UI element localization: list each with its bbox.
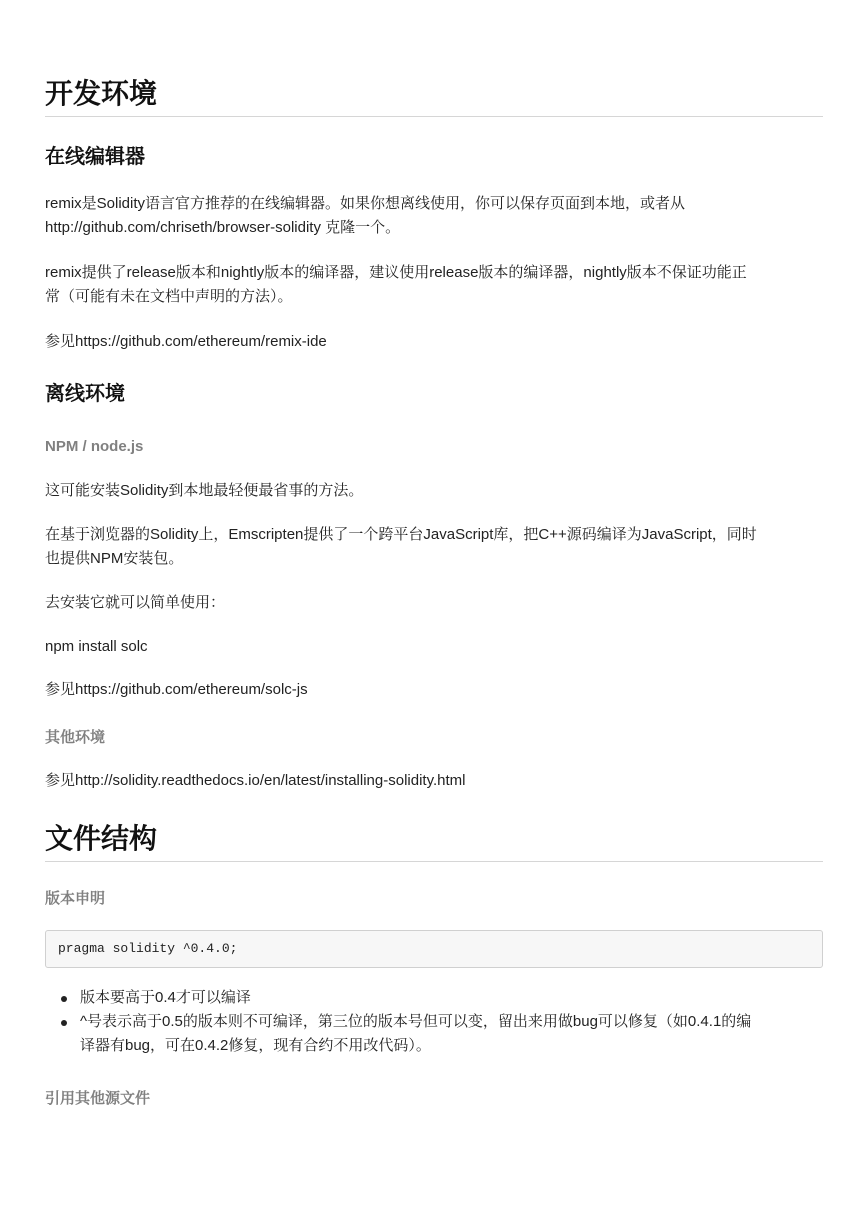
list-item-continuation bbox=[45, 1034, 823, 1058]
paragraph-install-simple: 去安装它就可以简单使用： bbox=[45, 594, 226, 611]
bullet-icon bbox=[61, 1020, 67, 1026]
heading-npm: NPM / node.js bbox=[45, 438, 144, 455]
paragraph-line: remix提供了release版本和nightly版本的编译器，建议使用release版本的编译器，nightly版本不保证功能正 bbox=[45, 264, 747, 281]
heading-other-env: 其他环境 bbox=[45, 729, 106, 746]
paragraph-npm-easiest: 这可能安装Solidity到本地最轻便最省事的方法。 bbox=[45, 482, 364, 499]
paragraph-remix-versions bbox=[45, 261, 823, 309]
bullet-icon bbox=[61, 996, 67, 1002]
heading-online-editor: 在线编辑器 bbox=[45, 146, 145, 168]
heading-file-structure: 文件结构 bbox=[45, 821, 823, 862]
heading-version-declaration: 版本申明 bbox=[45, 890, 106, 907]
paragraph-remix-link: 参见https://github.com/ethereum/remix-ide bbox=[45, 333, 327, 350]
code-block bbox=[45, 930, 823, 968]
heading-dev-env: 开发环境 bbox=[45, 76, 823, 117]
paragraph-solcjs-link: 参见https://github.com/ethereum/solc-js bbox=[45, 681, 308, 698]
heading-offline-env: 离线环境 bbox=[45, 383, 125, 405]
paragraph-line: 在基于浏览器的Solidity上，Emscripten提供了一个跨平台JavaScript库，把C++源码编译为JavaScript，同时 bbox=[45, 526, 757, 543]
paragraph-line: 常（可能有未在文档中声明的方法）。 bbox=[45, 288, 293, 305]
paragraph-line: remix是Solidity语言官方推荐的在线编辑器。如果你想离线使用，你可以保存页面到本地，或者从 bbox=[45, 195, 686, 212]
list-item-text: 译器有bug，可在0.4.2修复，现有合约不用改代码）。 bbox=[80, 1037, 431, 1054]
list-item-text: 版本要高于0.4才可以编译 bbox=[80, 989, 251, 1006]
paragraph-emscripten bbox=[45, 523, 823, 571]
paragraph-readthedocs-link: 参见http://solidity.readthedocs.io/en/latest/installing-solidity.html bbox=[45, 772, 466, 789]
heading-import-source: 引用其他源文件 bbox=[45, 1090, 151, 1107]
paragraph-line: http://github.com/chriseth/browser-solidity 克隆一个。 bbox=[45, 219, 401, 236]
list-item-text: ^号表示高于0.5的版本则不可编译，第三位的版本号但可以变，留出来用做bug可以修复（如0.4.1的编 bbox=[80, 1013, 752, 1030]
version-bullet-list bbox=[45, 986, 823, 1058]
paragraph-npm-command: npm install solc bbox=[45, 638, 148, 655]
list-item bbox=[45, 986, 823, 1010]
paragraph-line: 也提供NPM安装包。 bbox=[45, 550, 184, 567]
code-pragma: pragma solidity ^0.4.0; bbox=[58, 941, 238, 956]
list-item bbox=[45, 1010, 823, 1034]
paragraph-remix-intro bbox=[45, 192, 823, 240]
